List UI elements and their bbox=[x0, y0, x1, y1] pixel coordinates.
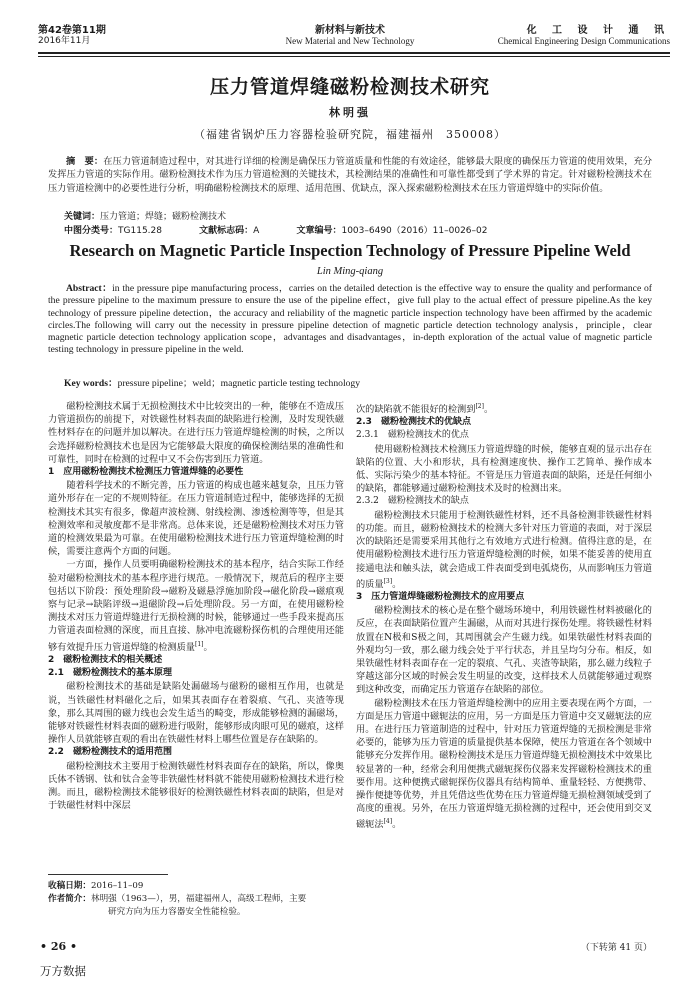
author-cn: 林明强 bbox=[329, 106, 371, 119]
header-date: 2016年11月 bbox=[38, 36, 91, 46]
clc-label: 中图分类号： bbox=[64, 226, 119, 236]
keywords-cn-text: 压力管道；焊缝；磁粉检测技术 bbox=[100, 212, 227, 222]
section-1-paragraph-b-text: 一方面，操作人员要明确磁粉检测技术的基本程序，结合实际工作经验对磁粉检测技术的基本程序进行规范。一般情况下，规范后的程序主要包括以下阶段：预处理阶段→磁粉及磁悬浮施加阶段→磁化阶段→磁痕观察与记录→缺陷评级→退磁阶段→后处理阶段。另一方面，在使用磁粉检测技术对压力管道焊缝进行无损检测的时候，能够通过一些手段来提高压力管道表面检测的深度，而且直接、脉冲电流磁粉探伤机的合理使用还能够有效提升压力管道焊缝的检测质量 bbox=[48, 559, 344, 653]
header-volume-block bbox=[38, 25, 106, 47]
section-1-heading: 1 应用磁粉检测技术检测压力管道焊缝的必要性 bbox=[48, 467, 244, 478]
section-3-paragraph-a: 磁粉检测技术的核心是在整个磁场环境中，利用铁磁性材料被磁化的反应，在表面缺陷位置产生漏磁，从而对其进行探伤处理。将铁磁性材料放置在N极和S极之间，其周围就会产生磁力线。如果铁磁性材料表面的外观均匀一致，那么磁力线会处于平行状态，并且呈均匀分布。相反，如果铁磁性材料表面存在一定的裂痕、气孔、夹渣等缺陷，那么磁力线粒子穿越这部分区域的时候会发生明显的改变，这样技术人员就能够通过观察到这种改变，而确定压力管道存在缺陷的部位。 bbox=[356, 605, 652, 696]
abstract-cn bbox=[48, 155, 652, 195]
keywords-cn bbox=[64, 209, 226, 222]
header-rule-thick bbox=[38, 52, 670, 54]
abstract-en bbox=[48, 283, 652, 357]
author-en: Lin Ming-qiang bbox=[316, 266, 384, 277]
section-1-paragraph-a: 随着科学技术的不断完善，压力管道的构成也越来越复杂，且压力管道外形存在一定的不规则特征。在压力管道制造过程中，能够选择的无损检测技术其实有很多，像超声波检测、射线检测、渗透检测等等，但是其检测效率和灵敏度都不是非常高。总体来说，还是磁粉检测技术对压力管道的检测效果最为可靠。在使用磁粉检测技术进行压力管道焊缝检测的时候，需要注意两个方面的问题。 bbox=[48, 480, 344, 558]
keywords-cn-label: 关键词： bbox=[64, 212, 101, 222]
abstract-en-label: Abstract： bbox=[66, 283, 113, 294]
section-1-paragraph-b: 一方面，操作人员要明确磁粉检测技术的基本程序，结合实际工作经验对磁粉检测技术的基本程序进行规范。一般情况下，规范后的程序主要包括以下阶段：预处理阶段→磁粉及磁悬浮施加阶段→磁化阶段→磁痕观察与记录→缺陷评级→退磁阶段→后处理阶段。另一方面，在使用磁粉检测技术对压力管道焊缝进行无损检测的时候，能够通过一些手段来提高压力管道表面检测的深度，而且直接、脉冲电流磁粉探伤机的合理使用还能够有效提升压力管道焊缝的检测质量[1]。 bbox=[48, 559, 344, 653]
classification-line bbox=[64, 223, 488, 236]
continued-note: （下转第 41 页） bbox=[580, 943, 652, 953]
section-2-3-1-paragraph: 使用磁粉检测技术检测压力管道焊缝的时候，能够直观的显示出存在缺陷的位置、大小和形状，具有检测速度快、操作工艺简单、操作成本低、实际污染少的基本特征。不管是压力管道表面的缺陷，还是任何细小的缺陷，都能够通过磁粉检测技术及时的检测出来。 bbox=[356, 443, 652, 495]
author-bio-label: 作者简介： bbox=[48, 894, 91, 904]
keywords-en-label: Key words： bbox=[64, 378, 118, 389]
section-2-3-2-paragraph: 磁粉检测技术只能用于检测铁磁性材料，还不具备检测非铁磁性材料的功能。而且，磁粉检测技术的检测大多针对压力管道的表面，对于深层次的缺陷还是需要采用其他行之有效地方式进行检测。值得注意的是，在使用磁粉检测技术进行压力管道焊缝检测的时候，如果不能妥善的使用直接通电法和触头法，就会造成工件表面受到电弧烧伤，从而影响压力管道的质量[3]。 bbox=[356, 509, 652, 590]
keywords-en-text: pressure pipeline；weld；magnetic particle testing technology bbox=[117, 378, 360, 389]
intro-paragraph: 磁粉检测技术属于无损检测技术中比较突出的一种，能够在不造成压力管道损伤的前提下，对铁磁性材料表面的缺陷进行检测，及时发现铁磁性材料存在的问题并加以解决。在进行压力管道焊缝检测的时候，之所以会选择磁粉检测技术也是因为它能够最大限度的确保检测结果的准确性和可靠性，同时在检测的过程中又不会伤害到压力管道。 bbox=[48, 401, 344, 465]
page-title-cn: 压力管道焊缝磁粉检测技术研究 bbox=[209, 76, 490, 98]
section-2-1-heading: 2.1 磁粉检测技术的基本原理 bbox=[48, 668, 172, 679]
footnote-rule bbox=[48, 874, 168, 875]
section-2-2-paragraph: 磁粉检测技术主要用于检测铁磁性材料表面存在的缺陷，所以，像奥氏体不锈钢、钛和钛合金等非铁磁性材料就不能使用磁粉检测技术进行检测。而且，磁粉检测技术能够很好的检测铁磁性材料表面的缺陷，但是对于铁磁性材料中深层 bbox=[48, 760, 344, 812]
footnote-author bbox=[48, 893, 348, 906]
author-bio-line2: 研究方向为压力容器安全性能检验。 bbox=[108, 907, 246, 917]
continued-paragraph bbox=[356, 400, 652, 416]
continued-paragraph-end: 。 bbox=[483, 404, 494, 416]
footnote-received bbox=[48, 880, 348, 893]
affiliation-cn: （福建省锅炉压力容器检验研究院，福建福州 350008） bbox=[194, 128, 506, 141]
article-value: 1003–6490（2016）11–0026–02 bbox=[341, 226, 488, 236]
section-2-1-paragraph: 磁粉检测技术的基础是缺陷处漏磁场与磁粉的磁相互作用，也就是说，当铁磁性材料磁化之后，如果其表面存在着裂痕、气孔、夹渣等现象，那么其周围的磁力线也会发生适当的畸变，形成能够检测的漏磁场，能够对铁磁性材料表面的磁粉进行吸附，能够形成肉眼可见的磁痕，这样操作人员就能够直观的看出在铁磁性材料上哪些位置是存在缺陷的。 bbox=[48, 681, 344, 746]
header-journal-block bbox=[250, 25, 450, 47]
section-2-heading: 2 磁粉检测技术的相关概述 bbox=[48, 654, 163, 665]
clc-value: TG115.28 bbox=[118, 226, 162, 236]
section-2-3-2-text: 磁粉检测技术只能用于检测铁磁性材料，还不具备检测非铁磁性材料的功能。而且，磁粉检测技术的检测大多针对压力管道的表面，对于深层次的缺陷还是需要采用其他行之有效地方式进行检测。值得注意的是，在使用磁粉检测技术进行压力管道焊缝检测的时候，如果不能妥善的使用直接通电法和触头法，就会造成工件表面受到电弧烧伤，从而影响压力管道的质量 bbox=[356, 509, 652, 590]
abstract-cn-text: 在压力管道制造过程中，对其进行详细的检测是确保压力管道质量和性能的有效途径，能够最大限度的确保压力管道的使用效果，充分发挥压力管道的实际作用。磁粉检测技术作为压力管道检测的关键技术，其检测结果的准确性和可靠性都受到了学术界的肯定。针对磁粉检测技术在压力管道检测中的必要性进行分析，明确磁粉检测技术的原理、适用范围、优缺点，深入探索磁粉检测技术在压力管道焊缝中的实际价值。 bbox=[48, 156, 653, 194]
keywords-en bbox=[64, 375, 360, 389]
section-2-3-2-heading: 2.3.2 磁粉检测技术的缺点 bbox=[356, 496, 469, 507]
continued-paragraph-text: 次的缺陷就不能很好的检测到 bbox=[356, 404, 476, 416]
body-right-column bbox=[356, 400, 652, 832]
body-left-column bbox=[48, 400, 344, 812]
section-2-2-heading: 2.2 磁粉检测技术的适用范围 bbox=[48, 747, 172, 758]
abstract-en-text: in the pressure pipe manufacturing process，carries on the detailed detection is the effective way to ensure the quality and performance of the pressure pipeline to the maximum pressure to ensure the use of the pipeline effect，give full play to the actual effect of pressure pipeline.As the key technology of pressure pipeline detection，the accuracy and reliability of the magnetic particle inspection technology have been affirmed by the academic circles.The following will carry out the necessity in pressure pipeline detection of magnetic particle detection technology analysis，principle，clear magnetic particle detection technology application scope，advantages and disadvantages，in-depth exploration of the actual value of magnetic particle testing technology in pressure pipeline in the weld. bbox=[48, 283, 652, 356]
page-number: • 26 • bbox=[40, 940, 78, 953]
ref-1: [1] bbox=[195, 640, 204, 648]
header-journal-en: New Material and New Technology bbox=[285, 36, 415, 46]
received-label: 收稿日期： bbox=[48, 881, 91, 891]
footnote bbox=[48, 880, 348, 919]
ref-4: [4] bbox=[383, 818, 393, 826]
section-2-3-1-heading: 2.3.1 磁粉检测技术的优点 bbox=[356, 430, 469, 441]
ref-2: [2] bbox=[475, 403, 484, 410]
header-publisher-cn: 化 工 设 计 通 讯 bbox=[526, 25, 670, 36]
received-date: 2016–11–09 bbox=[90, 881, 144, 891]
doc-label: 文献标志码： bbox=[199, 226, 254, 236]
abstract-cn-label: 摘 要： bbox=[66, 156, 104, 167]
doc-value: A bbox=[253, 226, 260, 236]
section-2-3-heading: 2.3 磁粉检测技术的优缺点 bbox=[356, 417, 471, 428]
section-3-paragraph-b-text: 磁粉检测技术在压力管道焊缝检测中的应用主要表现在两个方面，一方面是压力管道中磁轭法的应用，另一方面是压力管道中交叉磁轭法的应用。在进行压力管道制造的过程中，针对压力管道焊缝的无损检测是非常必要的，能够为压力管道的质量提供基本保障，使压力管道在各个领域中能够充分发挥作用。磁粉检测技术是压力管道焊缝无损检测技术中效果比较显著的一种，经常会利用便携式磁轭探伤仪器来发挥磁粉检测技术的重要作用。这种便携式磁轭探伤仪器具有结构简单、重量轻轻、方便携带、操作便捷等优势，并且凭借这些优势在压力管道焊缝无损检测领域受到了高度的重视。另外，在压力管道焊缝无损检测的过程中，还会使用到交叉磁轭法 bbox=[356, 697, 652, 831]
section-3-paragraph-b: 磁粉检测技术在压力管道焊缝检测中的应用主要表现在两个方面，一方面是压力管道中磁轭法的应用，另一方面是压力管道中交叉磁轭法的应用。在进行压力管道制造的过程中，针对压力管道焊缝的无损检测是非常必要的，能够为压力管道的质量提供基本保障，使压力管道在各个领域中能够充分发挥作用。磁粉检测技术是压力管道焊缝无损检测技术中效果比较显著的一种，经常会利用便携式磁轭探伤仪器来发挥磁粉检测技术的重要作用。这种便携式磁轭探伤仪器具有结构简单、重量轻轻、方便携带、操作便捷等优势，并且凭借这些优势在压力管道焊缝无损检测领域受到了高度的重视。另外，在压力管道焊缝无损检测的过程中，还会使用到交叉磁轭法[4]。 bbox=[356, 697, 652, 831]
watermark: 万方数据 bbox=[40, 964, 86, 978]
article-label: 文章编号： bbox=[296, 226, 342, 236]
header-volume: 第42卷第11期 bbox=[38, 25, 106, 36]
author-bio: 林明强（1963—），男，福建福州人，高级工程师，主要 bbox=[90, 894, 307, 904]
page-title-en: Research on Magnetic Particle Inspection Technology of Pressure Pipeline Weld bbox=[69, 241, 631, 260]
header-journal-cn: 新材料与新技术 bbox=[315, 25, 385, 36]
header-publisher-en: Chemical Engineering Design Communications bbox=[497, 36, 670, 46]
header-rule-thin bbox=[38, 56, 670, 57]
section-3-heading: 3 压力管道焊缝磁粉检测技术的应用要点 bbox=[356, 591, 525, 602]
header-publisher-block bbox=[498, 25, 670, 47]
ref-3: [3] bbox=[383, 577, 393, 585]
